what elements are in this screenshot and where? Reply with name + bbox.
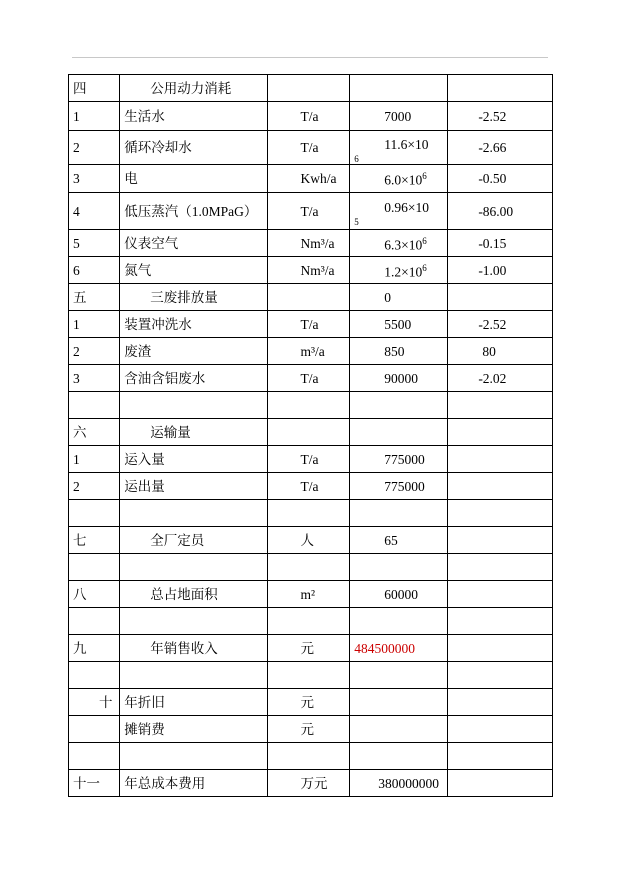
value-cell <box>448 689 553 716</box>
row-number: 2 <box>69 338 120 365</box>
unit-cell <box>268 75 350 102</box>
table-row <box>69 230 553 257</box>
table-row <box>69 635 553 662</box>
row-number: 十 <box>69 689 120 716</box>
value-cell: -2.52 <box>448 102 553 131</box>
unit-cell <box>268 284 350 311</box>
item-name: 低压蒸汽（1.0MPaG） <box>120 193 268 230</box>
table-row <box>69 284 553 311</box>
table-row <box>69 716 553 743</box>
section-title: 全厂定员 <box>120 527 268 554</box>
row-number: 2 <box>69 473 120 500</box>
table-row <box>69 365 553 392</box>
quantity-mantissa: 1.2×10 <box>384 264 423 280</box>
quantity-cell: 90000 <box>350 365 448 392</box>
data-table <box>68 74 553 797</box>
row-number: 5 <box>69 230 120 257</box>
table-row <box>69 419 553 446</box>
table-row <box>69 527 553 554</box>
quantity-cell: 775000 <box>350 473 448 500</box>
item-name: 仪表空气 <box>120 230 268 257</box>
unit-cell: m³/a <box>268 338 350 365</box>
item-name: 年折旧 <box>120 689 268 716</box>
value-cell: -2.66 <box>448 131 553 165</box>
table-row <box>69 446 553 473</box>
table-row <box>69 102 553 131</box>
table-row <box>69 338 553 365</box>
quantity-cell <box>350 689 448 716</box>
quantity-cell: 7000 <box>350 102 448 131</box>
item-name: 运入量 <box>120 446 268 473</box>
page-header-rule <box>72 57 548 58</box>
quantity-cell <box>350 165 448 193</box>
row-number: 八 <box>69 581 120 608</box>
table-row <box>69 257 553 284</box>
value-cell: -2.02 <box>448 365 553 392</box>
empty-row <box>69 662 553 689</box>
table-row <box>69 770 553 797</box>
row-number: 4 <box>69 193 120 230</box>
section-title: 年销售收入 <box>120 635 268 662</box>
item-name: 循环冷却水 <box>120 131 268 165</box>
section-title: 公用动力消耗 <box>120 75 268 102</box>
quantity-cell: 380000000 <box>350 770 448 797</box>
row-number: 3 <box>69 165 120 193</box>
row-number: 四 <box>69 75 120 102</box>
item-name: 年总成本费用 <box>120 770 268 797</box>
unit-cell: Nm³/a <box>268 230 350 257</box>
value-cell <box>448 716 553 743</box>
item-name: 生活水 <box>120 102 268 131</box>
row-number: 2 <box>69 131 120 165</box>
value-cell <box>448 419 553 446</box>
quantity-cell: 850 <box>350 338 448 365</box>
quantity-mantissa: 6.3×10 <box>384 237 423 253</box>
item-name: 含油含铝废水 <box>120 365 268 392</box>
table-row <box>69 311 553 338</box>
quantity-cell <box>350 230 448 257</box>
quantity-exponent: 6 <box>422 171 427 182</box>
section-title: 总占地面积 <box>120 581 268 608</box>
row-number: 1 <box>69 102 120 131</box>
quantity-mantissa: 11.6×10 <box>384 136 429 152</box>
unit-cell: Kwh/a <box>268 165 350 193</box>
row-number: 九 <box>69 635 120 662</box>
quantity-cell <box>350 419 448 446</box>
section-title: 运输量 <box>120 419 268 446</box>
unit-cell <box>268 419 350 446</box>
unit-cell: 人 <box>268 527 350 554</box>
unit-cell: T/a <box>268 365 350 392</box>
row-number <box>69 716 120 743</box>
unit-cell: T/a <box>268 446 350 473</box>
value-cell: -0.15 <box>448 230 553 257</box>
unit-cell: T/a <box>268 131 350 165</box>
item-name: 运出量 <box>120 473 268 500</box>
value-cell <box>448 284 553 311</box>
table-row <box>69 131 553 165</box>
value-cell: 80 <box>448 338 553 365</box>
row-number: 6 <box>69 257 120 284</box>
empty-row <box>69 554 553 581</box>
value-cell: -86.00 <box>448 193 553 230</box>
value-cell <box>448 446 553 473</box>
unit-cell: Nm³/a <box>268 257 350 284</box>
unit-cell: T/a <box>268 473 350 500</box>
item-name: 电 <box>120 165 268 193</box>
quantity-cell <box>350 193 448 230</box>
row-number: 十一 <box>69 770 120 797</box>
quantity-cell: 0 <box>350 284 448 311</box>
unit-cell: T/a <box>268 193 350 230</box>
unit-cell: 元 <box>268 635 350 662</box>
quantity-cell: 5500 <box>350 311 448 338</box>
table-row <box>69 75 553 102</box>
row-number: 1 <box>69 446 120 473</box>
table-row <box>69 165 553 193</box>
quantity-exponent: 6 <box>422 235 427 246</box>
quantity-cell: 65 <box>350 527 448 554</box>
value-cell <box>448 581 553 608</box>
quantity-cell: 775000 <box>350 446 448 473</box>
table-row <box>69 473 553 500</box>
value-cell: -2.52 <box>448 311 553 338</box>
quantity-exponent: 5 <box>354 217 359 227</box>
item-name: 装置冲洗水 <box>120 311 268 338</box>
unit-cell: 万元 <box>268 770 350 797</box>
value-cell: -1.00 <box>448 257 553 284</box>
empty-row <box>69 608 553 635</box>
unit-cell: T/a <box>268 102 350 131</box>
value-cell <box>448 527 553 554</box>
unit-cell: 元 <box>268 689 350 716</box>
item-name: 摊销费 <box>120 716 268 743</box>
value-cell <box>448 473 553 500</box>
quantity-mantissa: 6.0×10 <box>384 172 423 188</box>
row-number: 3 <box>69 365 120 392</box>
row-number: 七 <box>69 527 120 554</box>
unit-cell: T/a <box>268 311 350 338</box>
quantity-cell <box>350 257 448 284</box>
table-row <box>69 689 553 716</box>
empty-row <box>69 392 553 419</box>
quantity-cell <box>350 75 448 102</box>
value-cell: -0.50 <box>448 165 553 193</box>
row-number: 六 <box>69 419 120 446</box>
quantity-cell: 60000 <box>350 581 448 608</box>
quantity-cell <box>350 716 448 743</box>
item-name: 废渣 <box>120 338 268 365</box>
table-row <box>69 581 553 608</box>
section-title: 三废排放量 <box>120 284 268 311</box>
row-number: 五 <box>69 284 120 311</box>
item-name: 氮气 <box>120 257 268 284</box>
unit-cell: m² <box>268 581 350 608</box>
value-cell <box>448 770 553 797</box>
unit-cell: 元 <box>268 716 350 743</box>
value-cell <box>448 75 553 102</box>
quantity-exponent: 6 <box>422 262 427 273</box>
row-number: 1 <box>69 311 120 338</box>
table-row <box>69 193 553 230</box>
quantity-cell <box>350 131 448 165</box>
empty-row <box>69 500 553 527</box>
empty-row <box>69 743 553 770</box>
quantity-exponent: 6 <box>354 153 359 164</box>
revenue-value: 484500000 <box>350 635 448 662</box>
value-cell <box>448 635 553 662</box>
quantity-mantissa: 0.96×10 <box>384 200 429 215</box>
